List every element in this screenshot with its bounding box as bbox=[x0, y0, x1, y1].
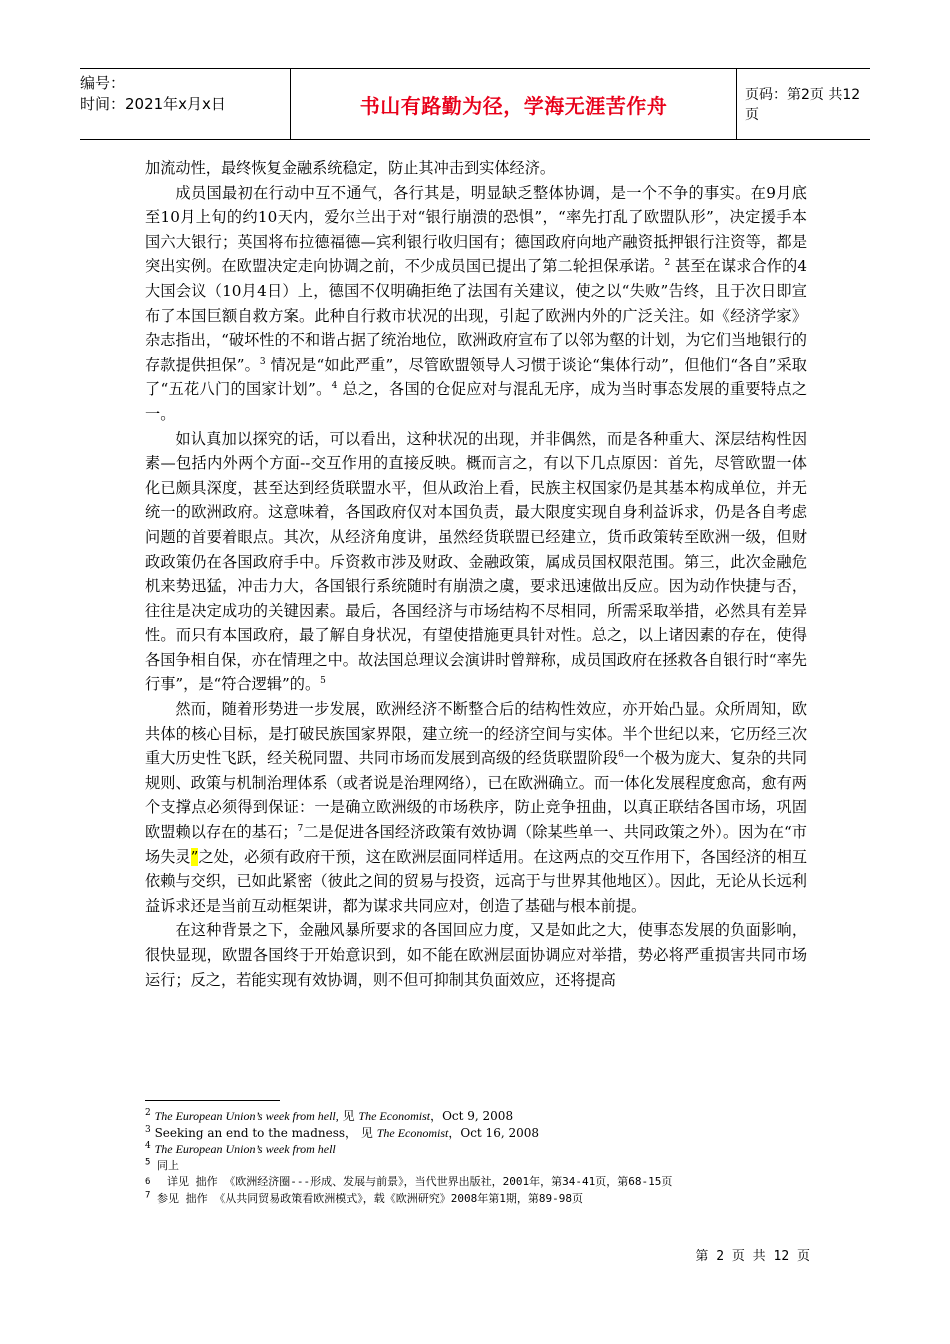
footnote-3-number: 3 bbox=[145, 1124, 151, 1135]
footnote-3-source: The Economist bbox=[376, 1125, 449, 1140]
footnote-2-title: The European Union’s week from hell, bbox=[154, 1109, 339, 1123]
footnote-2-see: 见 bbox=[338, 1109, 359, 1123]
paragraph-5: 在这种背景之下，金融风暴所要求的各国回应力度，又是如此之大，使事态发展的负面影响，很快显现，欧盟各国终于开始意识到，如不能在欧洲层面协调应对举措，势必将严重损害共同市场运行；反之，若能实现有效协调，则不但可抑制其负面效应，还将提高 bbox=[145, 921, 807, 989]
footnote-ref-5[interactable]: 5 bbox=[320, 676, 326, 687]
paragraph-3 bbox=[145, 427, 807, 698]
header-meta bbox=[80, 69, 290, 139]
footnote-6-number: 6 bbox=[145, 1177, 151, 1187]
paragraph-4 bbox=[145, 697, 807, 918]
footnote-3 bbox=[145, 1125, 810, 1142]
footnote-2-number: 2 bbox=[145, 1108, 151, 1118]
footnote-3-see: 见 bbox=[357, 1125, 377, 1140]
footnote-6 bbox=[145, 1174, 810, 1191]
footnote-3-date: ，Oct 16, 2008 bbox=[448, 1125, 539, 1140]
page-header bbox=[80, 68, 870, 140]
paragraph-4-text-d: 之处，必须有政府干预，这在欧洲层面同样适用。在这两点的交互作用下，各国经济的相互依赖与交织，已如此紧密（彼此之间的贸易与投资，远高于与世界其他地区）。因此，无论从长远利益诉求还是当前互动框架讲，都为谋求共同应对，创造了基础与根本前提。 bbox=[145, 847, 808, 915]
paragraph-2-text-c: 情况是“如此严重”，尽管欧盟领导人习惯于谈论“集体行动”，但他们“各自”采取了“五花八门的国家计划”。 bbox=[145, 355, 807, 399]
footnote-2 bbox=[145, 1108, 810, 1125]
footnotes bbox=[145, 1108, 810, 1207]
footnote-ref-4[interactable]: 4 bbox=[331, 381, 338, 392]
page-footer-number: 第 2 页 共 12 页 bbox=[695, 1249, 810, 1264]
paragraph-2-text-b: 甚至在谋求合作的4大国会议（10月4日）上，德国不仅明确拒绝了法国有关建议，使之以“失败”告终，且于次日即宣布了本国巨额自救方案。此种自行救市状况的出现，引起了欧洲内外的广泛关注。如《经济学家》杂志指出，“破坏性的不和谐占据了统治地位，欧洲政府宣布了以邻为壑的计划，为它们当地银行的存款提供担保”。 bbox=[145, 257, 807, 374]
footnote-ref-7[interactable]: 7 bbox=[297, 823, 304, 834]
footnote-3-title: Seeking an end to the madness， bbox=[154, 1125, 358, 1140]
footnote-5 bbox=[145, 1158, 810, 1175]
paragraph-4-text-c: 二是促进各国经济政策有效协调（除某些单一、共同政策之外）。因为在“市场失灵 bbox=[145, 823, 807, 866]
paragraph-4-text-a: 然而，随着形势进一步发展，欧洲经济不断整合后的结构性效应，亦开始凸显。众所周知，欧共体的核心目标，是打破民族国家界限，建立统一的经济空间与实体。半个世纪以来，它历经三次重大历史性飞跃，经关税同盟、共同市场而发展到高级的经货联盟阶段 bbox=[145, 700, 807, 768]
paragraph-3-text: 如认真加以探究的话，可以看出，这种状况的出现，并非偶然，而是各种重大、深层结构性因素—包括内外两个方面--交互作用的直接反映。概而言之，有以下几点原因：首先，尽管欧盟一体化已颇具深度，甚至达到经货联盟水平，但从政治上看，民族主权国家仍是其基本构成单位，并无统一的欧洲政府。这意味着，各国政府仅对本国负责，最大限度实现自身利益诉求，仍是各自考虑问题的首要着眼点。其次，从经济角度讲，虽然经货联盟已经建立，货币政策转至欧洲一级，但财政政策仍在各国政府手中。斥资救市涉及财政、金融政策，属成员国权限范围。第三，此次金融危机来势迅猛，冲击力大，各国银行系统随时有崩溃之虞，要求迅速做出反应。因为动作快捷与否，往往是决定成功的关键因素。最后，各国经济与市场结构不尽相同，所需采取举措，必然具有差异性。而只有本国政府，最了解自身状况，有望使措施更具针对性。总之，以上诸因素的存在，使得各国争相自保，亦在情理之中。故法国总理议会演讲时曾辩称，成员国政府在拯救各自银行时“率先行事”，是“符合逻辑”的。 bbox=[145, 429, 807, 694]
document-date-label: 时间：2021年x月x日 bbox=[80, 95, 226, 113]
footnote-ref-3[interactable]: 3 bbox=[259, 356, 266, 367]
footnote-2-source: The Economist bbox=[358, 1109, 431, 1123]
document-body bbox=[145, 156, 807, 992]
footnote-4 bbox=[145, 1141, 810, 1158]
paragraph-4-text-b: 一个极为庞大、复杂的共同规则、政策与机制治理体系（或者说是治理网络），已在欧洲确立。而一体化发展程度愈高，愈有两个支撑点必须得到保证：一是确立欧洲级的市场秩序，防止竞争扭曲，以真正联结各国市场，巩固欧盟赖以存在的基石； bbox=[145, 749, 808, 842]
footnote-5-number: 5 bbox=[145, 1156, 151, 1167]
footnote-7-number: 7 bbox=[145, 1189, 151, 1200]
paragraph-2-text-a: 成员国最初在行动中互不通气，各行其是，明显缺乏整体协调，是一个不争的事实。在9月底至10月上旬的约10天内，爱尔兰出于对“银行崩溃的恐惧”，“率先打乱了欧盟队形”，决定援手本国六大银行；英国将布拉德福德—宾利银行收归国有；德国政府向地产融资抵押银行注资等，都是突出实例。在欧盟决定走向协调之前，不少成员国已提出了第二轮担保承诺。 bbox=[145, 183, 807, 276]
paragraph-2 bbox=[145, 181, 807, 427]
header-page-number: 页码：第2页 共12页 bbox=[745, 87, 861, 123]
footnote-separator bbox=[145, 1100, 280, 1101]
footnote-2-date: ，Oct 9, 2008 bbox=[430, 1109, 514, 1123]
document-number-label: 编号： bbox=[80, 74, 126, 92]
footnote-7 bbox=[145, 1191, 810, 1208]
paragraph-2-text-d: 总之，各国的仓促应对与混乱无序，成为当时事态发展的重要特点之一。 bbox=[145, 380, 808, 423]
footnote-ref-2[interactable]: 2 bbox=[664, 258, 671, 269]
footnote-5-text: 同上 bbox=[150, 1158, 180, 1172]
footnote-4-number: 4 bbox=[145, 1141, 151, 1151]
footnote-7-text: 参见 拙作 《从共同贸易政策看欧洲模式》，载《欧洲研究》2008年第1期，第89-98页 bbox=[150, 1191, 584, 1205]
highlighted-quote-mark: ” bbox=[190, 847, 199, 866]
footnote-4-title: The European Union’s week from hell bbox=[154, 1142, 336, 1156]
header-motto: 书山有路勤为径，学海无涯苦作舟 bbox=[290, 69, 737, 139]
footnote-ref-6[interactable]: 6 bbox=[618, 750, 624, 761]
paragraph-1: 加流动性，最终恢复金融系统稳定，防止其冲击到实体经济。 bbox=[145, 159, 556, 177]
footnote-6-text: 详见 拙作 《欧洲经济圈---形成、发展与前景》，当代世界出版社，2001年，第34-41页，第68-15页 bbox=[167, 1175, 673, 1188]
